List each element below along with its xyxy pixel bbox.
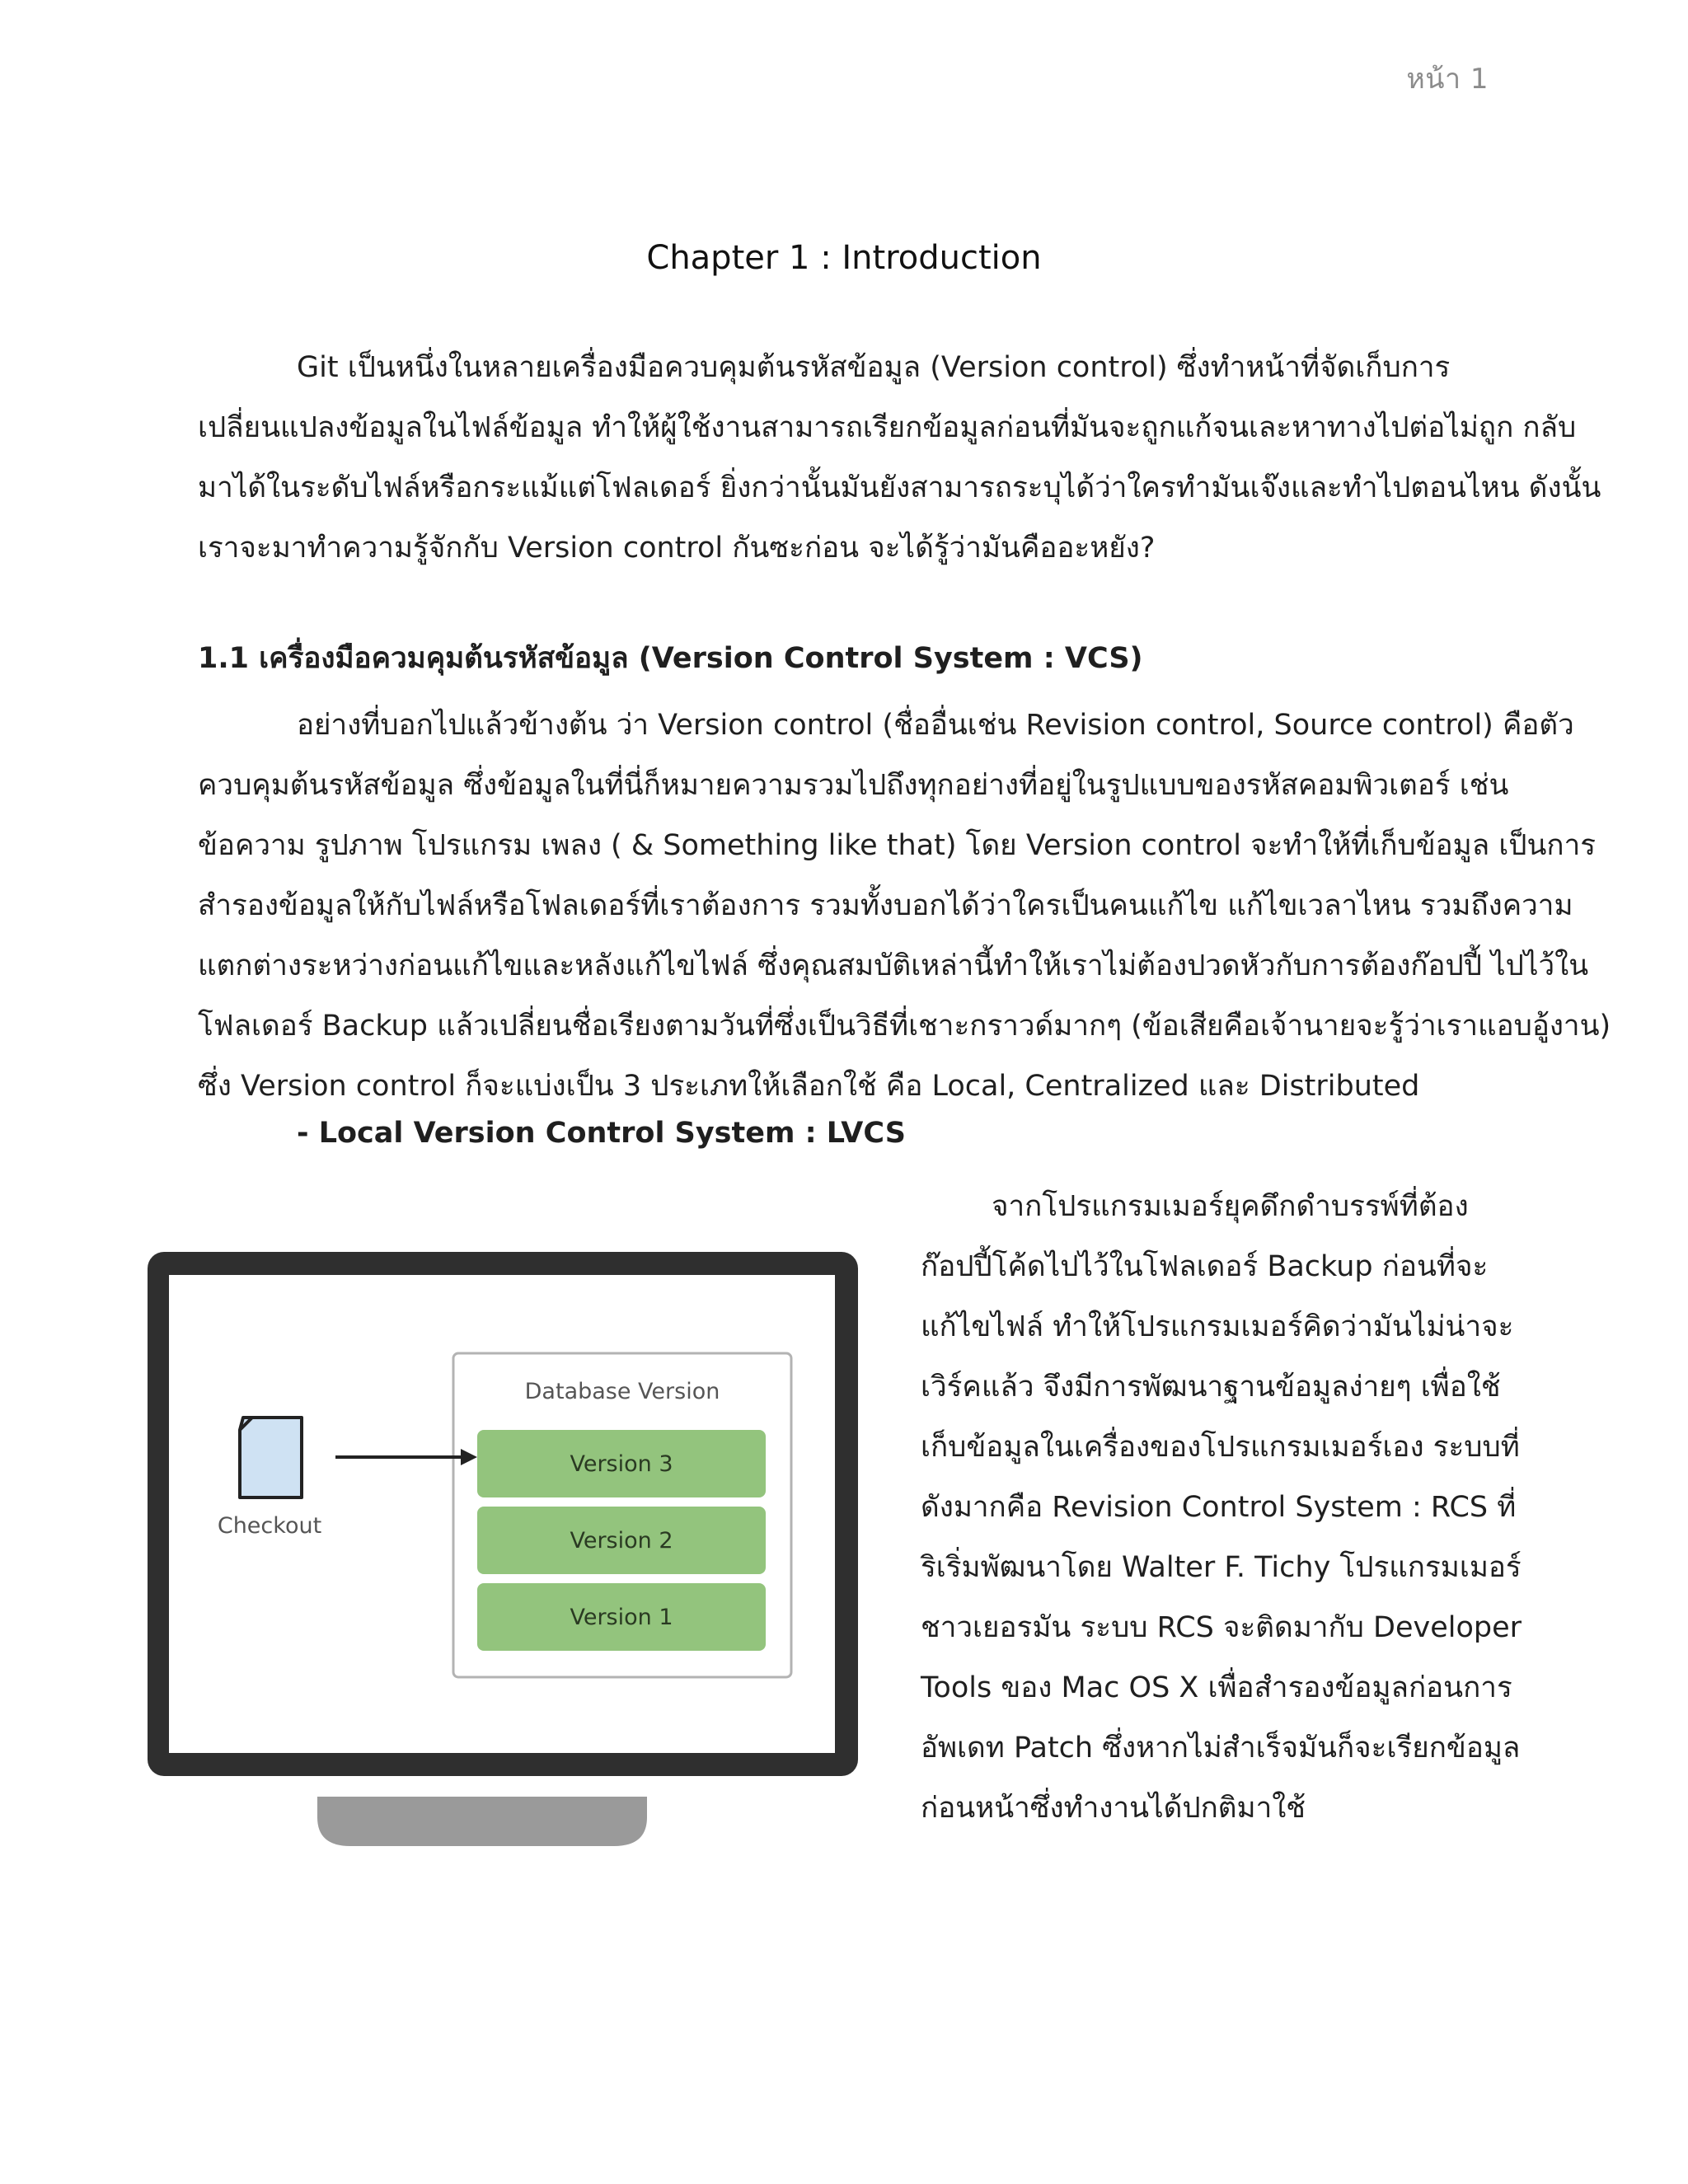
section-paragraph xyxy=(198,696,1611,1117)
subsection-heading: - Local Version Control System : LVCS xyxy=(297,1117,906,1150)
lvcs-line: ชาวเยอรมัน ระบบ RCS จะติดมากับ Developer xyxy=(921,1611,1522,1644)
section-line: ควบคุมต้นรหัสข้อมูล ซึ่งข้อมูลในที่นี่ก็หมายความรวมไปถึงทุกอย่างที่อยู่ในรูปแบบของรหัสคอมพิวเตอร์ เช่น xyxy=(198,769,1509,802)
version-3-label: Version 3 xyxy=(570,1451,673,1477)
chapter-title: Chapter 1 : Introduction xyxy=(646,239,1042,277)
section-line: ข้อความ รูปภาพ โปรแกรม เพลง ( & Something like that) โดย Version control จะทำให้ที่เก็บข้อมูล เป็นการ xyxy=(198,829,1597,862)
lvcs-line: เก็บข้อมูลในเครื่องของโปรแกรมเมอร์เอง ระบบที่ xyxy=(921,1431,1520,1464)
section-line: ซึ่ง Version control ก็จะแบ่งเป็น 3 ประเภทให้เลือกใช้ คือ Local, Centralized และ Distributed xyxy=(198,1070,1420,1103)
page-number: หน้า 1 xyxy=(1406,63,1489,96)
checkout-label: Checkout xyxy=(217,1513,322,1539)
lvcs-line: ก่อนหน้าซึ่งทำงานได้ปกติมาใช้ xyxy=(921,1792,1306,1825)
section-line: แตกต่างระหว่างก่อนแก้ไขและหลังแก้ไขไฟล์ ซึ่งคุณสมบัติเหล่านี้ทำให้เราไม่ต้องปวดหัวกับการต้องก๊อปปี้ ไปไว้ใน xyxy=(198,949,1589,982)
section-line: โฟลเดอร์ Backup แล้วเปลี่ยนชื่อเรียงตามวันที่ซึ่งเป็นวิธีที่เชาะกราวด์มากๆ (ข้อเสียคือเจ้านายจะรู้ว่าเราแอบอู้งาน) xyxy=(198,1010,1611,1043)
section-line: สำรองข้อมูลให้กับไฟล์หรือโฟลเดอร์ที่เราต้องการ รวมทั้งบอกได้ว่าใครเป็นคนแก้ไข แก้ไขเวลาไหน รวมถึงความ xyxy=(198,889,1573,922)
intro-paragraph xyxy=(198,338,1601,579)
intro-line: Git เป็นหนึ่งในหลายเครื่องมือควบคุมต้นรหัสข้อมูล (Version control) ซึ่งทำหน้าที่จัดเก็บการ xyxy=(297,351,1451,384)
database-label: Database Version xyxy=(524,1379,720,1404)
version-2-label: Version 2 xyxy=(570,1528,673,1554)
lvcs-line: ดังมากคือ Revision Control System : RCS ที่ xyxy=(921,1491,1517,1524)
intro-line: เราจะมาทำความรู้จักกับ Version control กันซะก่อน จะได้รู้ว่ามันคืออะหยัง? xyxy=(198,532,1156,565)
lvcs-line: ก๊อปปี้โค้ดไปไว้ในโฟลเดอร์ Backup ก่อนที่จะ xyxy=(921,1250,1489,1283)
intro-line: มาได้ในระดับไฟล์หรือกระแม้แต่โฟลเดอร์ ยิ่งกว่านั้นมันยังสามารถระบุได้ว่าใครทำมันเจ๊งและทำไปตอนไหน ดังนั้น xyxy=(198,471,1601,504)
file-icon xyxy=(240,1418,302,1497)
lvcs-line: จากโปรแกรมเมอร์ยุคดึกดำบรรพ์ที่ต้อง xyxy=(992,1190,1469,1223)
lvcs-line: อัพเดท Patch ซึ่งหากไม่สำเร็จมันก็จะเรียกข้อมูล xyxy=(921,1732,1521,1765)
lvcs-line: Tools ของ Mac OS X เพื่อสำรองข้อมูลก่อนการ xyxy=(921,1671,1512,1704)
section-line: อย่างที่บอกไปแล้วข้างต้น ว่า Version control (ชื่ออื่นเช่น Revision control, Source control) คือตัว xyxy=(297,709,1574,742)
monitor-stand xyxy=(317,1797,647,1846)
lvcs-line: เวิร์คแล้ว จึงมีการพัฒนาฐานข้อมูลง่ายๆ เพื่อใช้ xyxy=(921,1371,1501,1404)
intro-line: เปลี่ยนแปลงข้อมูลในไฟล์ข้อมูล ทำให้ผู้ใช้งานสามารถเรียกข้อมูลก่อนที่มันจะถูกแก้จนเละหาทางไปต่อไม่ถูก กลับ xyxy=(198,411,1577,444)
lvcs-diagram xyxy=(144,1249,861,1854)
lvcs-paragraph xyxy=(921,1177,1522,1839)
lvcs-line: แก้ไขไฟล์ ทำให้โปรแกรมเมอร์คิดว่ามันไม่น่าจะ xyxy=(921,1310,1514,1343)
lvcs-line: ริเริ่มพัฒนาโดย Walter F. Tichy โปรแกรมเมอร์ xyxy=(921,1551,1522,1584)
section-heading: 1.1 เครื่องมือควมคุมต้นรหัสข้อมูล (Version Control System : VCS) xyxy=(198,642,1143,675)
version-1-label: Version 1 xyxy=(570,1605,673,1630)
